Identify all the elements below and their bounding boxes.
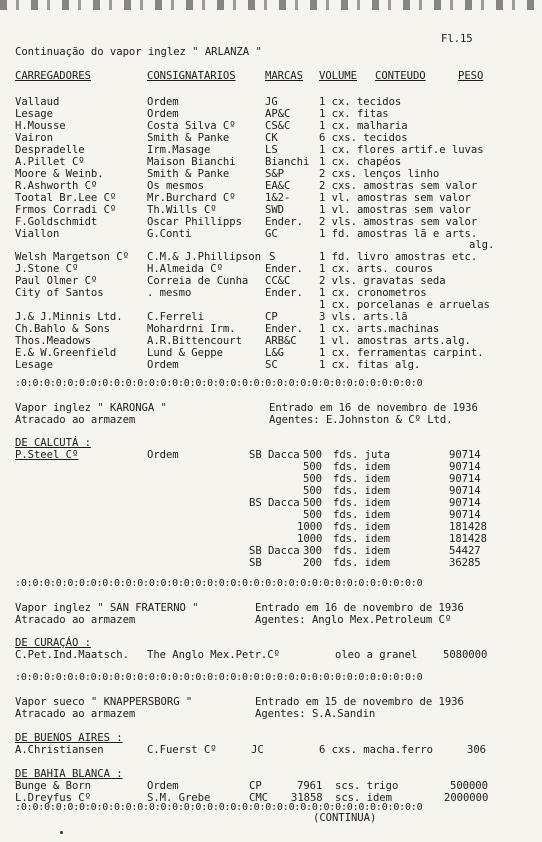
- weight: 90714: [449, 473, 481, 485]
- mark: AP&C: [265, 108, 291, 120]
- mark: SWD: [265, 204, 284, 216]
- quantity: 500: [303, 449, 322, 461]
- content: 2 cxs. amostras sem valor: [319, 180, 478, 192]
- weight: 500000: [450, 780, 488, 792]
- content: 1 cx. arts. couros: [319, 263, 433, 275]
- content: 1 vl. amostras sem valor: [319, 204, 471, 216]
- description: scs. idem: [335, 792, 392, 804]
- vessel-berth: Atracado ao armazem: [15, 708, 136, 720]
- shipper: Lesage: [15, 108, 53, 120]
- content: 1 cx. chapéos: [319, 156, 402, 168]
- continuation-note: (CONTINUA): [313, 812, 377, 824]
- shipper: Moore & Weinb.: [15, 168, 104, 180]
- quantity: 500: [303, 461, 322, 473]
- weight: 2000000: [444, 792, 489, 804]
- origin-heading: DE BAHIA BLANCA :: [15, 768, 123, 780]
- vessel-name: Vapor inglez " KARONGA ": [15, 402, 167, 414]
- vessel-entry: Entrado em 16 de novembro de 1936: [255, 602, 464, 614]
- mark: Ender.: [265, 263, 303, 275]
- shipper: P.Steel Cº: [15, 449, 79, 461]
- mark: S: [269, 251, 276, 263]
- shipper: E.& W.Greenfield: [15, 347, 117, 359]
- quantity: 1000: [297, 533, 323, 545]
- mark: 1&2-: [265, 192, 291, 204]
- header-consignatarios: CONSIGNATARIOS: [147, 70, 236, 82]
- shipper: J.Stone Cº: [15, 263, 79, 275]
- content: 1 cx. fitas: [319, 108, 389, 120]
- shipper: Vallaud: [15, 96, 60, 108]
- origin-heading: DE BUENOS AIRES :: [15, 732, 123, 744]
- vessel-entry: Entrado em 15 de novembro de 1936: [255, 696, 464, 708]
- vessel-agents: Agentes: S.A.Sandin: [255, 708, 376, 720]
- shipper: Thos.Meadows: [15, 335, 91, 347]
- mark: BS Dacca: [249, 497, 300, 509]
- vessel-agents: Agentes: E.Johnston & Cº Ltd.: [269, 414, 453, 426]
- description: fds. idem: [333, 533, 390, 545]
- consignee: Ordem: [147, 449, 179, 461]
- shipper: A.Christiansen: [15, 744, 104, 756]
- header-marcas: MARCAS: [265, 70, 303, 82]
- weight: 181428: [449, 521, 487, 533]
- consignee: Lund & Geppe: [147, 347, 223, 359]
- consignee: Ordem: [147, 96, 179, 108]
- consignee: H.Almeida Cº: [147, 263, 223, 275]
- shipper: Frmos Corradi Cº: [15, 204, 117, 216]
- consignee: G.Conti: [147, 228, 192, 240]
- consignee: Mr.Burchard Cº: [147, 192, 236, 204]
- page-title: Continuação do vapor inglez " ARLANZA ": [15, 46, 262, 58]
- quantity: 1000: [297, 521, 323, 533]
- consignee: Correia de Cunha: [147, 275, 249, 287]
- quantity: 7961: [297, 780, 323, 792]
- consignee: Smith & Panke: [147, 168, 230, 180]
- mark: L&G: [265, 347, 284, 359]
- consignee: Irm.Masage: [147, 144, 211, 156]
- description: oleo a granel: [335, 649, 418, 661]
- weight: 90714: [449, 485, 481, 497]
- consignee: Oscar Phillipps: [147, 216, 242, 228]
- shipper: J.& J.Minnis Ltd.: [15, 311, 123, 323]
- mark: CP: [249, 780, 262, 792]
- consignee: C.M.& J.Phillipson: [147, 251, 261, 263]
- weight: 54427: [449, 545, 481, 557]
- description: fds. idem: [333, 509, 390, 521]
- consignee: Maison Bianchi: [147, 156, 236, 168]
- content: 1 fd. amostras lã e arts.: [319, 228, 478, 240]
- mark: SB Dacca: [249, 449, 300, 461]
- weight: 90714: [449, 497, 481, 509]
- vessel-berth: Atracado ao armazem: [15, 614, 136, 626]
- shipper: Viallon: [15, 228, 60, 240]
- mark: GC: [265, 228, 278, 240]
- description: fds. idem: [333, 461, 390, 473]
- content: 1 vl. amostras arts.alg.: [319, 335, 471, 347]
- consignee: Costa Silva Cº: [147, 120, 236, 132]
- shipper: H.Mousse: [15, 120, 66, 132]
- mark: Bianchi: [265, 156, 310, 168]
- mark: EA&C: [265, 180, 291, 192]
- description: fds. idem: [333, 485, 390, 497]
- consignee: . mesmo: [147, 287, 192, 299]
- content: 1 cx. fitas alg.: [319, 359, 421, 371]
- binding-hole-mark: [60, 831, 63, 834]
- shipper: Welsh Margetson Cº: [15, 251, 129, 263]
- consignee: Os mesmos: [147, 180, 204, 192]
- consignee: C.Ferreli: [147, 311, 204, 323]
- shipper: R.Ashworth Cº: [15, 180, 98, 192]
- vessel-name: Vapor inglez " SAN FRATERNO ": [15, 602, 199, 614]
- header-peso: PESO: [458, 70, 484, 82]
- mark: CMC: [249, 792, 268, 804]
- quantity: 500: [303, 473, 322, 485]
- scan-edge: [0, 0, 542, 10]
- consignee: C.Fuerst Cº: [147, 744, 217, 756]
- content: 2 vls. gravatas seda: [319, 275, 446, 287]
- separator: :0:0:0:0:0:0:0:0:0:0:0:0:0:0:0:0:0:0:0:0:0:0:0:0:0:0:0:0:0:0:0:0:0:0:0: [15, 578, 423, 589]
- content: 1 fd. livro amostras etc.: [319, 251, 478, 263]
- shipper: F.Goldschmidt: [15, 216, 98, 228]
- mark: CC&C: [265, 275, 291, 287]
- header-carregadores: CARREGADORES: [15, 70, 91, 82]
- weight: 90714: [449, 449, 481, 461]
- origin-heading: DE CURAÇÁO :: [15, 637, 91, 649]
- mark: CS&C: [265, 120, 291, 132]
- consignee: Ordem: [147, 359, 179, 371]
- weight: 90714: [449, 509, 481, 521]
- mark: SB: [249, 557, 262, 569]
- quantity: 31858: [291, 792, 323, 804]
- shipper: A.Pillet Cº: [15, 156, 85, 168]
- mark: CP: [265, 311, 278, 323]
- weight: 36285: [449, 557, 481, 569]
- consignee: Th.Wills Cº: [147, 204, 217, 216]
- header-volume: VOLUME: [319, 70, 357, 82]
- consignee: Mohardrni Irm.: [147, 323, 236, 335]
- description: fds. idem: [333, 521, 390, 533]
- separator: :0:0:0:0:0:0:0:0:0:0:0:0:0:0:0:0:0:0:0:0:0:0:0:0:0:0:0:0:0:0:0:0:0:0:0: [15, 378, 423, 389]
- mark: JG: [265, 96, 278, 108]
- weight: 5080000: [443, 649, 488, 661]
- shipper: Vairon: [15, 132, 53, 144]
- mark: SB Dacca: [249, 545, 300, 557]
- vessel-agents: Agentes: Anglo Mex.Petroleum Cº: [255, 614, 452, 626]
- weight: 90714: [449, 461, 481, 473]
- content: 3 vls. arts.lã: [319, 311, 408, 323]
- shipper: Lesage: [15, 359, 53, 371]
- separator: :0:0:0:0:0:0:0:0:0:0:0:0:0:0:0:0:0:0:0:0:0:0:0:0:0:0:0:0:0:0:0:0:0:0:0: [15, 672, 423, 683]
- weight: 306: [467, 744, 486, 756]
- mark: ARB&C: [265, 335, 297, 347]
- mark: LS: [265, 144, 278, 156]
- shipper: C.Pet.Ind.Maatsch.: [15, 649, 129, 661]
- content: 1 cx. flores artif.e luvas: [319, 144, 484, 156]
- content: 6 cxs. tecidos: [319, 132, 408, 144]
- content: 1 cx. porcelanas e arruelas: [319, 299, 490, 311]
- mark: SC: [265, 359, 278, 371]
- shipper: L.Dreyfus Cº: [15, 792, 91, 804]
- mark: CK: [265, 132, 278, 144]
- consignee: S.M. Grebe: [147, 792, 211, 804]
- folio-number: Fl.15: [441, 33, 473, 45]
- consignee: Ordem: [147, 108, 179, 120]
- description: scs. trigo: [335, 780, 399, 792]
- description: fds. idem: [333, 473, 390, 485]
- content: 2 cxs. lenços linho: [319, 168, 440, 180]
- vessel-berth: Atracado ao armazem: [15, 414, 136, 426]
- quantity: 500: [303, 509, 322, 521]
- description: 6 cxs. macha.ferro: [319, 744, 433, 756]
- mark: Ender.: [265, 287, 303, 299]
- separator: :0:0:0:0:0:0:0:0:0:0:0:0:0:0:0:0:0:0:0:0:0:0:0:0:0:0:0:0:0:0:0:0:0:0:0: [15, 802, 423, 813]
- quantity: 300: [303, 545, 322, 557]
- shipper: Tootal Br.Lee Cº: [15, 192, 117, 204]
- content: 1 vl. amostras sem valor: [319, 192, 471, 204]
- description: fds. juta: [333, 449, 390, 461]
- vessel-name: Vapor sueco " KNAPPERSBORG ": [15, 696, 193, 708]
- content: 1 cx. malharia: [319, 120, 408, 132]
- content: alg.: [469, 239, 495, 251]
- vessel-entry: Entrado em 16 de novembro de 1936: [269, 402, 478, 414]
- mark: Ender.: [265, 323, 303, 335]
- description: fds. idem: [333, 557, 390, 569]
- consignee: A.R.Bittencourt: [147, 335, 242, 347]
- origin-heading: DE CALCUTÁ :: [15, 437, 91, 449]
- mark: Ender.: [265, 216, 303, 228]
- shipper: City of Santos: [15, 287, 104, 299]
- content: 1 cx. arts.machinas: [319, 323, 440, 335]
- consignee: The Anglo Mex.Petr.Cº: [147, 649, 280, 661]
- quantity: 500: [303, 497, 322, 509]
- description: fds. idem: [333, 497, 390, 509]
- quantity: 500: [303, 485, 322, 497]
- weight: 181428: [449, 533, 487, 545]
- description: fds. idem: [333, 545, 390, 557]
- shipper: Despradelle: [15, 144, 85, 156]
- consignee: Ordem: [147, 780, 179, 792]
- consignee: Smith & Panke: [147, 132, 230, 144]
- shipper: Ch.Bahlo & Sons: [15, 323, 110, 335]
- mark: JC: [251, 744, 264, 756]
- quantity: 200: [303, 557, 322, 569]
- header-conteudo: CONTEUDO: [375, 70, 426, 82]
- content: 1 cx. tecidos: [319, 96, 402, 108]
- shipper: Bunge & Born: [15, 780, 91, 792]
- shipper: Paul Olmer Cº: [15, 275, 98, 287]
- content: 1 cx. ferramentas carpint.: [319, 347, 484, 359]
- content: 2 vls. amostras sem valor: [319, 216, 478, 228]
- mark: S&P: [265, 168, 284, 180]
- content: 1 cx. cronometros: [319, 287, 427, 299]
